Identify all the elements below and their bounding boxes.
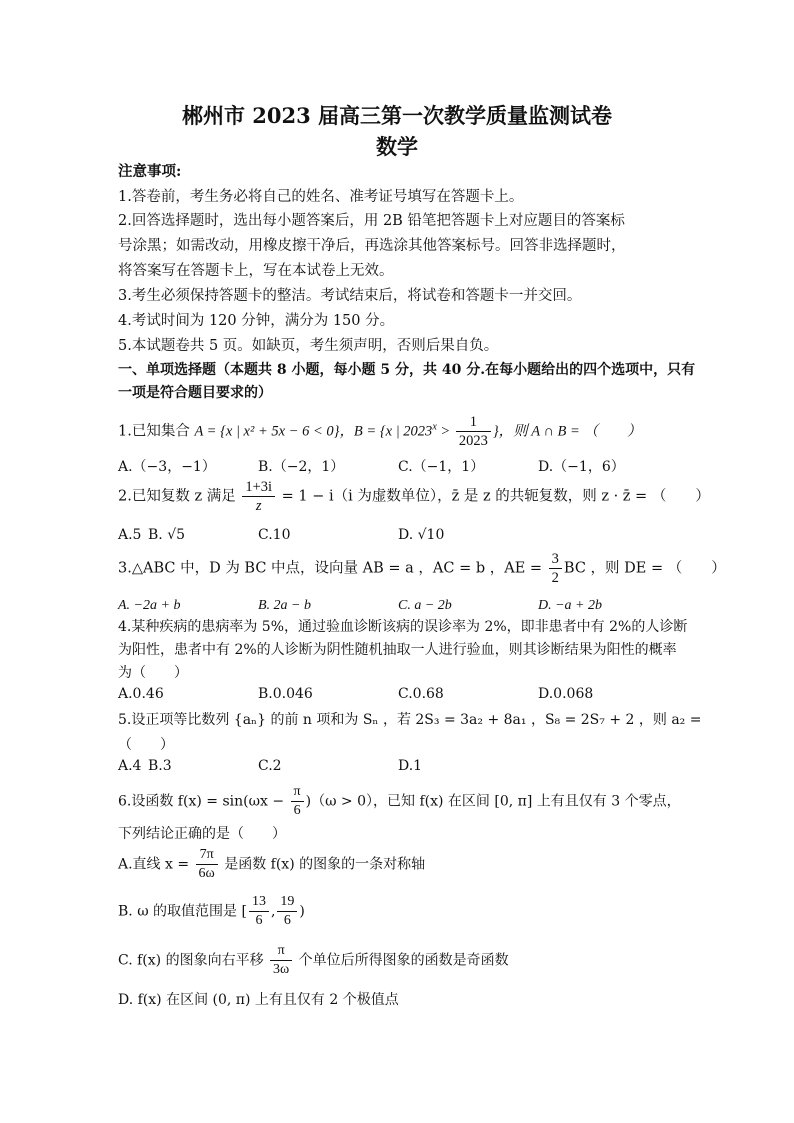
section-heading-cont: 一项是符合题目要求的） [118, 385, 272, 401]
notice-item: 2.回答选择题时，选出每小题答案后，用 2B 铅笔把答题卡上对应题目的答案标 [118, 213, 625, 229]
q5-option-d: D.1 [398, 758, 423, 774]
q5-option-b: B.3 [148, 758, 172, 774]
q4-option-c: C.0.68 [398, 686, 444, 702]
question-2: 2.已知复数 z 满足 $\frac{1+3i}{z}$ = 1 − i（i 为虚数单位），z̄ 是 z 的共轭复数，则 z · z̄ = （ ） [118, 479, 710, 514]
fraction: $\frac{1}{2023}$ [456, 413, 491, 450]
q2-option-a: A.5 [118, 527, 142, 543]
fraction: $\frac{\pi}{3\omega}$ [270, 942, 292, 979]
question-4: 4.某种疾病的患病率为 5%，通过验血诊断该病的误诊率为 2%，即非患者中有 2%的人诊断 [118, 619, 688, 635]
q6-option-c: C. f(x) 的图象向右平移 $\frac{\pi}{3\omega}$ 个单位后所得图象的函数是奇函数 [118, 943, 509, 977]
fraction: $\frac{\pi}{6}$ [291, 783, 304, 820]
fraction: $\frac{13}{6}$ [249, 893, 269, 930]
question-5-cont: （ ） [118, 737, 174, 753]
q6-option-a: A.直线 x = $\frac{7\pi}{6\omega}$ 是函数 f(x) 的图象的一条对称轴 [118, 847, 426, 881]
fraction: $\frac{1+3i}{z}$ [242, 478, 275, 515]
exam-title: 郴州市 2023 届高三第一次教学质量监测试卷 [181, 103, 613, 128]
notice-item: 1.答卷前，考生务必将自己的姓名、准考证号填写在答题卡上。 [118, 189, 524, 205]
q1-option-c: C.（−1，1） [398, 459, 485, 475]
section-heading: 一、单项选择题（本题共 8 小题，每小题 5 分，共 40 分.在每小题给出的四个选项中，只有 [118, 362, 696, 378]
notice-item: 4.考试时间为 120 分钟，满分为 150 分。 [118, 313, 395, 329]
q1-option-d: D.（−1，6） [538, 459, 625, 475]
question-1: 1.已知集合 A = {x | x² + 5x − 6 < 0}，B = {x | $2023^x$ > $\frac{1}{2023}$ }，则 A ∩ B = （ ） [118, 414, 642, 449]
q5-option-c: C.2 [258, 758, 282, 774]
question-6-cont: 下列结论正确的是（ ） [118, 826, 286, 842]
notice-item: 5.本试题卷共 5 页。如缺页，考生须声明，否则后果自负。 [118, 338, 499, 354]
question-5: 5.设正项等比数列 {aₙ} 的前 n 项和为 Sₙ ，若 2S₃ = 3a₂ + 8a₁ ，S₈ = 2S₇ + 2 ，则 a₂ = [118, 712, 702, 728]
notice-item: 将答案写在答题卡上，写在本试卷上无效。 [118, 263, 394, 279]
q4-option-b: B.0.046 [258, 686, 313, 702]
notice-item: 3.考生必须保持答题卡的整洁。考试结束后，将试卷和答题卡一并交回。 [118, 288, 582, 304]
q6-option-d: D. f(x) 在区间 (0, π) 上有且仅有 2 个极值点 [118, 992, 399, 1008]
q3-option-a: A. −2a + b [118, 598, 181, 613]
question-4-cont: 为阳性，患者中有 2%的人诊断为阴性随机抽取一人进行验血，则其诊断结果为阳性的概率 [118, 642, 677, 658]
q3-option-c: C. a − 2b [398, 598, 452, 613]
fraction: $\frac{3}{2}$ [549, 550, 562, 587]
question-6: 6.设函数 f(x) = sin(ωx − $\frac{\pi}{6}$ )（ω > 0），已知 f(x) 在区间 [0, π] 上有且仅有 3 个零点， [118, 784, 681, 818]
q2-option-d: D. √10 [398, 527, 445, 543]
notice-item: 号涂黑；如需改动，用橡皮擦干净后，再选涂其他答案标号。回答非选择题时， [118, 238, 626, 254]
q5-option-a: A.4 [118, 758, 142, 774]
question-4-cont: 为（ ） [118, 665, 188, 681]
q2-option-c: C.10 [258, 527, 291, 543]
exam-subject: 数学 [376, 134, 418, 159]
q4-option-a: A.0.46 [118, 686, 164, 702]
q1-option-b: B.（−2，1） [258, 459, 345, 475]
q3-option-d: D. −a + 2b [538, 598, 603, 613]
q1-option-a: A.（−3，−1） [118, 459, 216, 475]
q4-option-d: D.0.068 [538, 686, 594, 702]
question-3: 3.△ABC 中，D 为 BC 中点，设向量 AB = a ，AC = b ，AE = $\frac{3}{2}$ BC ，则 DE = （ ） [118, 551, 726, 586]
fraction: $\frac{19}{6}$ [277, 893, 297, 930]
q6-option-b: B. ω 的取值范围是 [ $\frac{13}{6}$ , $\frac{19}{6}$ ) [118, 894, 305, 928]
q3-option-b: B. 2a − b [258, 598, 311, 613]
fraction: $\frac{7\pi}{6\omega}$ [196, 846, 218, 883]
notice-heading: 注意事项: [118, 163, 182, 180]
q2-option-b: B. √5 [148, 527, 186, 543]
